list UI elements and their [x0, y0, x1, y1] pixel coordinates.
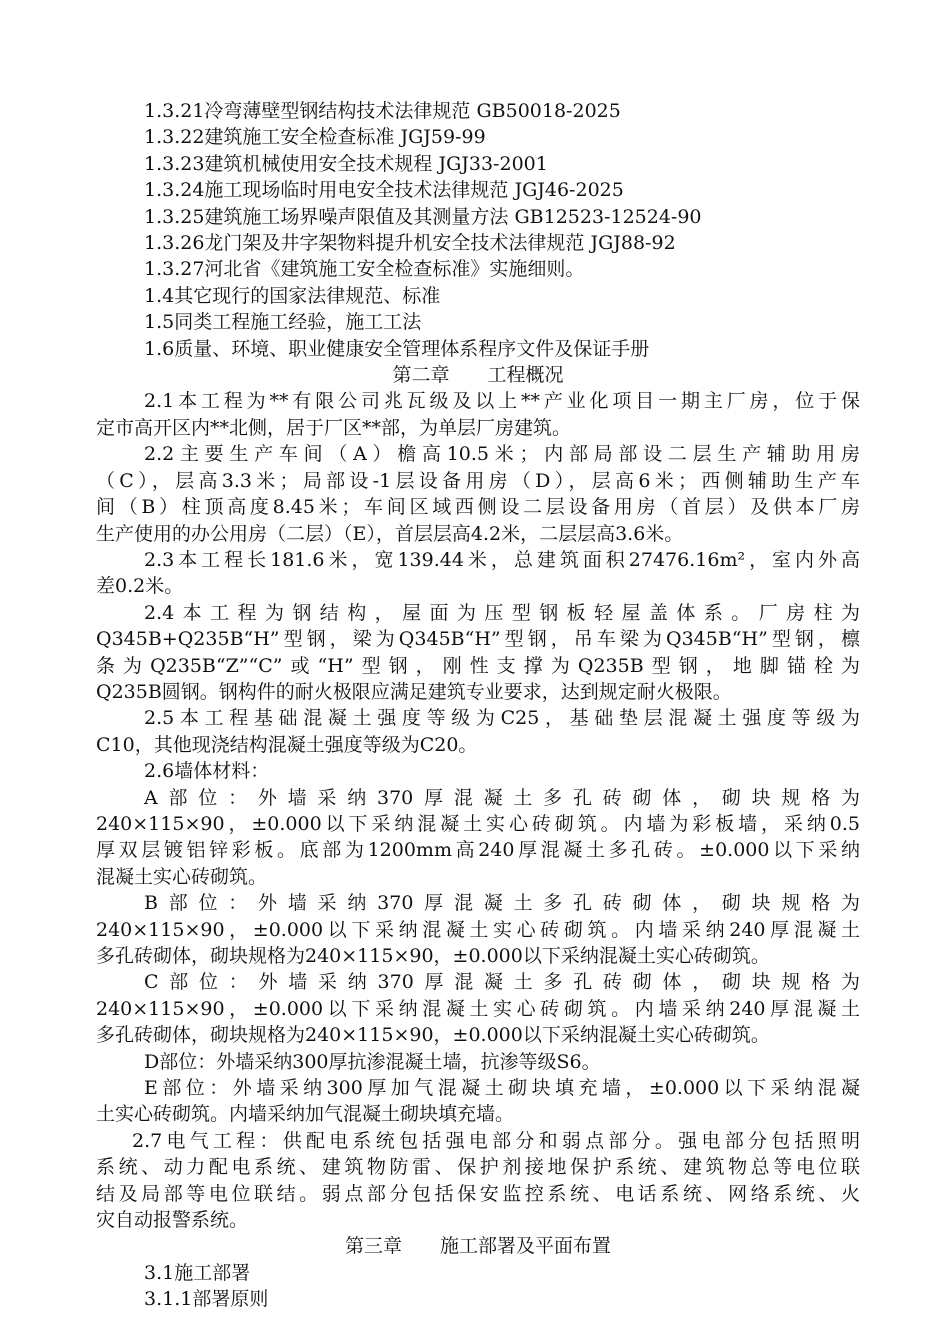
paragraph-line: 生产使用的办公用房（二层）（E），首层层高4.2米，二层层高3.6米。 [96, 522, 684, 545]
paragraph-line: 条为Q235B“Z”“C”或“H”型钢，刚性支撑为Q235B型钢，地脚锚栓为 [96, 654, 860, 677]
paragraph-line: 2.5本工程基础混凝土强度等级为C25，基础垫层混凝土强度等级为 [144, 707, 860, 730]
paragraph-line: 灾自动报警系统。 [96, 1209, 249, 1232]
list-item: 1.4其它现行的国家法律规范、标准 [144, 284, 441, 307]
paragraph-line: 系统、动力配电系统、建筑物防雷、保护剂接地保护系统、建筑物总等电位联 [96, 1156, 860, 1179]
paragraph-line: A部位：外墙采纳370厚混凝土多孔砖砌体，砌块规格为 [144, 786, 860, 809]
paragraph-line: 2.4本工程为钢结构，屋面为压型钢板轻屋盖体系。厂房柱为 [144, 601, 860, 624]
paragraph-2-2 [96, 441, 860, 547]
paragraph-line: 多孔砖砌体，砌块规格为240×115×90，±0.000以下采纳混凝土实心砖砌筑。 [96, 1024, 770, 1047]
paragraph-line: 混凝土实心砖砌筑。 [96, 865, 268, 888]
list-item: 1.3.27河北省《建筑施工安全检查标准》实施细则。 [144, 258, 585, 281]
paragraph-line: 2.2主要生产车间（A）檐高10.5米；内部局部设二层生产辅助用房 [144, 443, 860, 466]
paragraph-part-d: D部位：外墙采纳300厚抗渗混凝土墙，抗渗等级S6。 [144, 1050, 601, 1073]
paragraph-line: 2.3本工程长181.6米，宽139.44米，总建筑面积27476.16m²，室内外高 [144, 548, 860, 571]
list-item: 1.5同类工程施工经验，施工工法 [144, 311, 422, 334]
paragraph-line: 间（B）柱顶高度8.45米；车间区域西侧设二层设备用房（首层）及供本厂房 [96, 496, 860, 519]
paragraph-line: C部位：外墙采纳370厚混凝土多孔砖砌体，砌块规格为 [144, 971, 860, 994]
list-item: 1.6质量、环境、职业健康安全管理体系程序文件及保证手册 [144, 337, 650, 360]
paragraph-line: 多孔砖砌体，砌块规格为240×115×90，±0.000以下采纳混凝土实心砖砌筑。 [96, 945, 770, 967]
paragraph-line: Q345B+Q235B“H”型钢，梁为Q345B“H”型钢，吊车梁为Q345B“H”型钢，檩 [96, 628, 860, 651]
paragraph-line: 240×115×90，±0.000以下采纳混凝土实心砖砌筑。内墙为彩板墙，采纳0.5 [96, 812, 860, 835]
paragraph-line: 2.1本工程为**有限公司兆瓦级及以上**产业化项目一期主厂房，位于保 [144, 390, 860, 413]
document-page [96, 98, 860, 1313]
paragraph-part-a [96, 785, 860, 891]
paragraph-2-3 [96, 547, 860, 600]
paragraph-line: 差0.2米。 [96, 575, 184, 598]
paragraph-line: B部位：外墙采纳370厚混凝土多孔砖砌体，砌块规格为 [144, 892, 860, 915]
paragraph-line: （C），层高3.3米；局部设-1层设备用房（D），层高6米；西侧辅助生产车 [96, 469, 860, 492]
paragraph-2-5 [96, 705, 860, 758]
paragraph-part-c [96, 969, 860, 1048]
paragraph-line: 240×115×90，±0.000以下采纳混凝土实心砖砌筑。内墙采纳240厚混凝土 [96, 997, 860, 1020]
list-item: 1.3.21冷弯薄壁型钢结构技术法律规范 GB50018-2025 [144, 100, 621, 122]
paragraph-2-7 [96, 1128, 860, 1234]
paragraph-2-1 [96, 388, 860, 441]
paragraph-2-4 [96, 600, 860, 706]
paragraph-line: E部位：外墙采纳300厚加气混凝土砌块填充墙，±0.000以下采纳混凝 [144, 1077, 860, 1100]
paragraph-line: 土实心砖砌筑。内墙采纳加气混凝土砌块填充墙。 [96, 1103, 515, 1126]
list-item: 1.3.23建筑机械使用安全技术规程 JGJ33-2001 [144, 152, 548, 175]
paragraph-line: 240×115×90，±0.000以下采纳混凝土实心砖砌筑。内墙采纳240厚混凝土 [96, 918, 860, 941]
paragraph-2-6: 2.6墙体材料： [144, 760, 270, 783]
paragraph-part-b [96, 890, 860, 969]
section-3-1: 3.1施工部署 [144, 1261, 251, 1284]
paragraph-line: Q235B圆钢。钢构件的耐火极限应满足建筑专业要求，达到规定耐火极限。 [96, 680, 732, 703]
chapter-3-heading: 第三章 施工部署及平面布置 [344, 1235, 611, 1258]
chapter-2-heading: 第二章 工程概况 [392, 364, 564, 387]
paragraph-line: 结及局部等电位联结。弱点部分包括保安监控系统、电话系统、网络系统、火 [96, 1182, 860, 1205]
paragraph-line: 2.7电气工程：供配电系统包括强电部分和弱点部分。强电部分包括照明 [132, 1129, 860, 1152]
paragraph-line: 定市高开区内**北侧，居于厂区**部，为单层厂房建筑。 [96, 416, 572, 439]
list-item: 1.3.26龙门架及井字架物料提升机安全技术法律规范 JGJ88-92 [144, 232, 676, 255]
list-item: 1.3.22建筑施工安全检查标准 JGJ59-99 [144, 126, 486, 149]
list-item: 1.3.24施工现场临时用电安全技术法律规范 JGJ46-2025 [144, 179, 624, 202]
list-item: 1.3.25建筑施工场界噪声限值及其测量方法 GB12523-12524-90 [144, 205, 702, 228]
paragraph-line: 厚双层镀铝锌彩板。底部为1200mm高240厚混凝土多孔砖。±0.000以下采纳 [96, 839, 860, 862]
paragraph-line: C10，其他现浇结构混凝土强度等级为C20。 [96, 733, 478, 756]
paragraph-part-e [96, 1075, 860, 1128]
section-3-1-1: 3.1.1部署原则 [144, 1288, 269, 1311]
